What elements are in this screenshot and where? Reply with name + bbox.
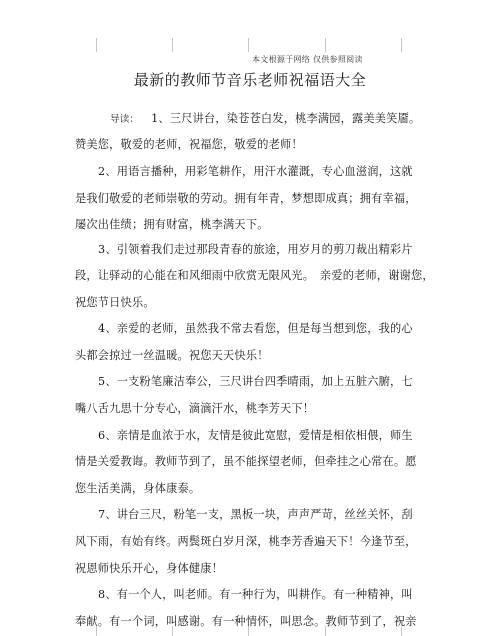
document-title: 最新的教师节音乐老师祝福语大全 [133,71,367,89]
top-tick [248,38,249,52]
body-line: 7、讲台三尺，粉笔一支，黑板一块，声声严苛，丝丝关怀，刮 [98,508,413,521]
body-line: 情是关爱教诲。教师节到了，虽不能探望老师，但牵挂之心常在。愿 [75,455,417,468]
body-line: 祝恩师快乐开心，身体健康！ [75,562,224,575]
body-line: 风下雨，有始有终。两鬓斑白岁月深，桃李芳香遍天下！今逢节至， [75,535,417,548]
body-line: 2、用语言播种，用彩笔耕作，用汗水灌溉，专心血滋润，这就 [98,165,413,178]
body-line: 赞美您，敬爱的老师，祝福您，敬爱的老师！ [75,138,303,151]
top-tick [401,38,402,52]
top-tick [96,38,97,52]
body-line: 6、亲情是血浓于水，友情是彼此宽慰，爱情是相依相偎，师生 [98,429,413,442]
body-line: 8、有一个人，叫老师。有一种行为，叫耕作。有一种精神，叫 [98,588,413,601]
body-line: 祝您节日快乐。 [75,296,155,309]
body-line-first [110,110,420,126]
body-line: 头都会掠过一丝温暖。祝您天天快乐！ [75,349,269,362]
lead-label: 导读： [110,114,140,125]
body-line: 奉献。有一个词，叫感谢。有一种情怀，叫思念。教师节到了，祝亲 [75,615,417,628]
body-line: 段，让驿动的心能在和风细雨中欣赏无限风光。 亲爱的老师，谢谢您， [75,269,434,282]
body-line: 3、引领着我们走过那段青春的旅途，用岁月的剪刀裁出精彩片 [98,243,413,256]
body-line: 屡次出佳绩；拥有财富，桃李满天下。 [75,218,269,231]
top-tick [325,38,326,52]
body-line: 1、三尺讲台，染苍苍白发，桃李满园，露美美笑靥。 [151,112,421,125]
body-line: 是我们敬爱的老师崇敬的劳动。拥有年青，梦想即成真；拥有幸福， [75,192,417,205]
body-line: 4、亲爱的老师，虽然我不常去看您，但是每当想到您，我的心 [98,322,413,335]
body-line: 您生活美满，身体康泰。 [75,482,201,495]
body-line: 5、一支粉笔廉洁奉公，三尺讲台四季晴雨，加上五脏六腑，七 [98,375,413,388]
body-line: 嘴八舌九思十分专心，滴滴汗水，桃李芳天下！ [75,402,315,415]
top-tick [172,38,173,52]
header-source-note: 本文根源于网络 仅供参照阅读 [252,55,363,64]
